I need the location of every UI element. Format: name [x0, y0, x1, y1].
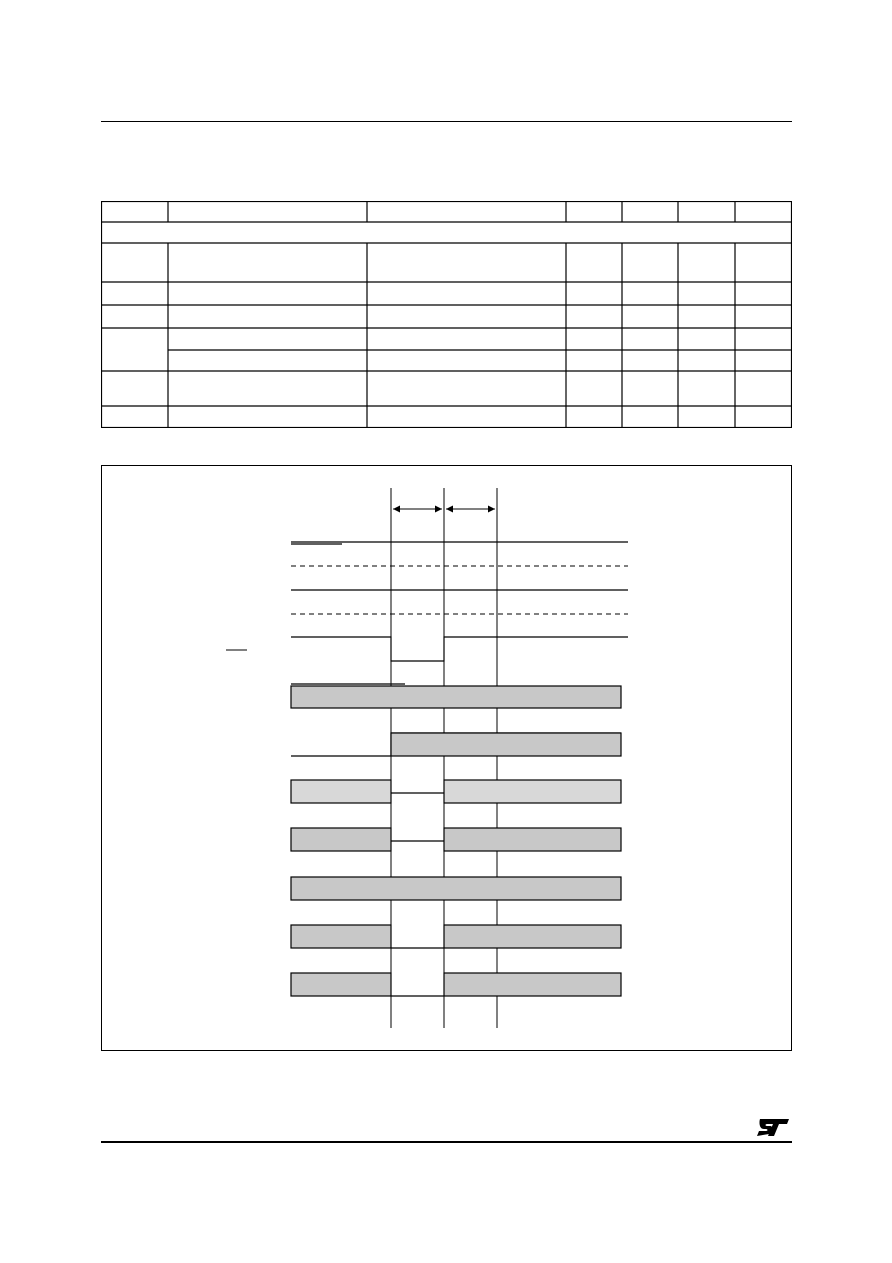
table-frame: [102, 202, 792, 428]
spec-table-grid: [101, 201, 792, 428]
signal-5-pulse: [291, 637, 628, 661]
st-logo: [755, 1116, 791, 1138]
bus-row-10: [291, 877, 621, 900]
footer-rule: [101, 1141, 792, 1143]
header-rule: [101, 121, 792, 122]
spec-table: [101, 201, 792, 428]
bus-row-8: [291, 780, 621, 803]
bus-row-7: [291, 733, 621, 756]
bus-row-12: [291, 973, 621, 996]
bus-row-9: [291, 828, 621, 851]
timing-diagram-figure: [101, 465, 792, 1051]
st-logo-icon: [755, 1116, 791, 1138]
timing-diagram: [102, 466, 793, 1052]
signal-1: [291, 542, 628, 544]
bus-row-11: [291, 925, 621, 948]
bus-row-6: [291, 684, 621, 708]
